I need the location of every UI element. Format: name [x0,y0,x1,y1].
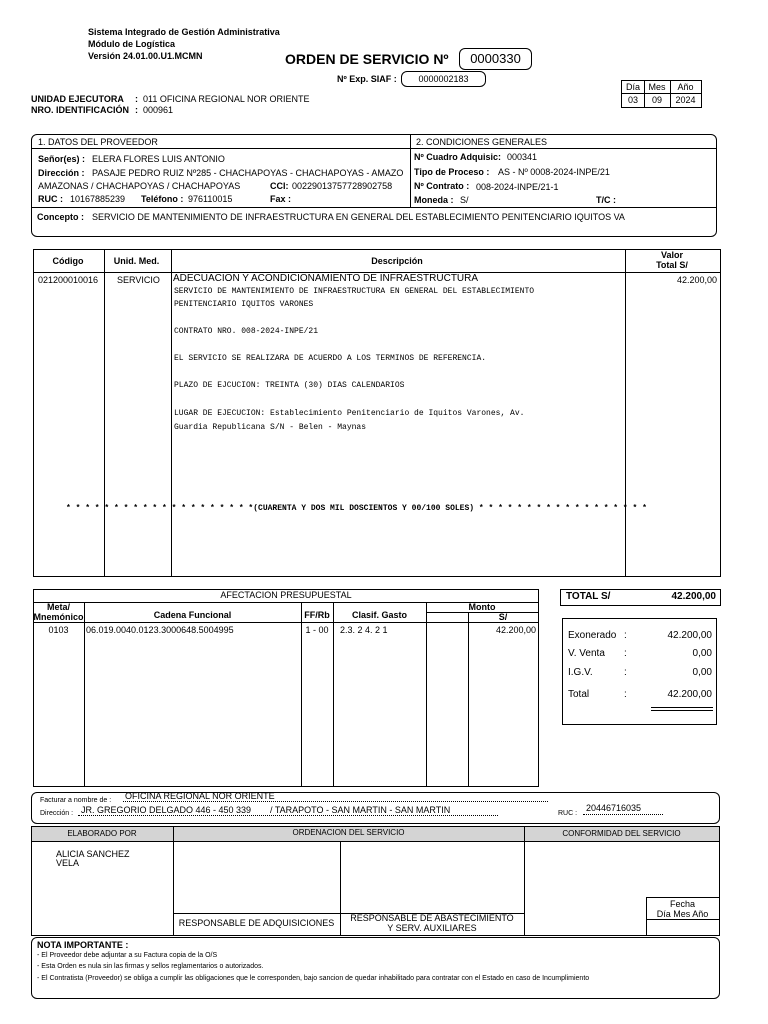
venta-value: 0,00 [692,648,712,659]
phone-value: 976110015 [188,194,233,204]
note-item: - El Contratista (Proveedor) se obliga a cumplir las obligaciones que le corresponden, bajo sancion de quedar inhabilitado para contratar con el Estado en caso de Incumplimiento [37,975,590,982]
note-item: - El Proveedor debe adjuntar a su Factura copia de la O/S [37,952,218,959]
billing-ruc-label: RUC : [558,810,578,817]
id-value: 000961 [143,105,174,115]
date-month: 09 [651,95,662,105]
page-title: ORDEN DE SERVICIO Nº [285,51,449,67]
contrato-value: 008-2024-INPE/21-1 [476,182,559,192]
item-unit: SERVICIO [117,275,160,285]
tc-label: T/C : [596,195,616,205]
proceso-value: AS - Nº 0008-2024-INPE/21 [498,167,610,177]
cuadro-value: 000341 [507,152,538,162]
moneda-label: Moneda : [414,195,454,205]
moneda-value: S/ [460,195,469,205]
col-value-header-2: Total S/ [656,260,688,270]
exonerado-value: 42.200,00 [667,630,712,641]
item-desc-line: PLAZO DE EJCUCION: TREINTA (30) DIAS CALENDARIOS [174,381,405,390]
clasif-header: Clasif. Gasto [351,610,407,620]
total-value: 42.200,00 [671,591,716,602]
unit-label: UNIDAD EJECUTORA [31,94,124,104]
billing-address-city: / TARAPOTO - SAN MARTIN - SAN MARTIN [270,805,451,815]
sum-value: 42.200,00 [667,689,712,700]
notes-title: NOTA IMPORTANTE : [37,940,129,950]
item-desc-line: LUGAR DE EJECUCION: Establecimiento Penitenciario de Iquitos Varones, Av. [174,409,525,418]
order-number: 0000330 [459,48,532,70]
day-label: Día [625,82,640,92]
year-label: Año [677,82,694,92]
resp-adquisiciones: RESPONSABLE DE ADQUISICIONES [178,918,335,928]
provider-name: ELERA FLORES LUIS ANTONIO [92,154,225,164]
budget-monto: 42.200,00 [495,625,536,635]
total-label: TOTAL S/ [566,591,611,602]
billing-ruc: 20446716035 [586,803,642,813]
proceso-label: Tipo de Proceso : [414,167,490,177]
mnemonic-header: Mnemónico [33,612,84,622]
provider-address-cont: AMAZONAS / CHACHAPOYAS / CHACHAPOYAS [38,181,241,191]
elaborado-name-2: VELA [56,858,80,868]
col-unit-header: Unid. Med. [113,256,160,266]
budget-title: AFECTACION PRESUPUESTAL [220,590,352,600]
budget-meta: 0103 [48,625,69,635]
cci-label: CCI: [270,181,289,191]
ruc-value: 10167885239 [70,194,126,204]
billing-address-label: Dirección : [40,810,74,817]
note-item: - Esta Orden es nula sin las firmas y sellos reglamentarios o autorizados. [37,963,264,970]
system-name: Sistema Integrado de Gestión Administrativa [88,27,280,37]
provider-address-label: Dirección : [38,168,85,178]
meta-header: Meta/ [46,602,70,612]
amount-in-words: * * * * * * * * * * * * * * * * * * * *(CUARENTA Y DOS MIL DOSCIENTOS Y 00/100 SOLES) * * * * * * * * * * * * * * * * * * [66,504,647,513]
item-desc-line: CONTRATO NRO. 008-2024-INPE/21 [174,327,319,336]
monto-header: Monto [468,602,496,612]
ffrb-header: FF/Rb [304,610,330,620]
item-desc-title: ADECUACION Y ACONDICIONAMIENTO DE INFRAESTRUCTURA [173,273,479,284]
contrato-label: Nº Contrato : [414,181,470,191]
conformidad-header: CONFORMIDAD DEL SERVICIO [562,829,681,838]
fecha-cols: Día Mes Año [656,909,709,919]
ruc-label: RUC : [38,194,63,204]
igv-label: I.G.V. [568,667,593,678]
igv-value: 0,00 [692,667,712,678]
system-version: Versión 24.01.00.U1.MCMN [88,51,203,61]
item-desc-line: SERVICIO DE MANTENIMIENTO DE INFRAESTRUCTURA EN GENERAL DEL ESTABLECIMIENTO [174,287,535,296]
col-value-header: Valor [660,250,683,260]
item-code: 021200010016 [38,275,99,285]
venta-label: V. Venta [568,648,605,659]
item-desc-line: EL SERVICIO SE REALIZARA DE ACUERDO A LOS TERMINOS DE REFERENCIA. [174,354,487,363]
item-desc-line: PENITENCIARIO IQUITOS VARONES [174,300,314,309]
budget-cadena: 06.019.0040.0123.3000648.5004995 [86,625,234,635]
budget-ffrb: 1 - 00 [305,625,329,635]
conditions-section-title: 2. CONDICIONES GENERALES [416,137,548,147]
elaborado-name: ALICIA SANCHEZ [56,849,130,859]
col-code-header: Código [52,256,84,266]
module-name: Módulo de Logística [88,39,175,49]
cuadro-label: Nº Cuadro Adquisic: [414,152,501,162]
cci-value: 00229013757728902758 [292,181,393,191]
id-label: NRO. IDENTIFICACIÓN [31,105,129,115]
item-value: 42.200,00 [676,275,717,285]
resp-abastecimiento-2: Y SERV. AUXILIARES [387,923,477,933]
concept-label: Concepto : [37,212,84,222]
cadena-header: Cadena Funcional [153,610,232,620]
month-label: Mes [648,82,666,92]
sum-label: Total [568,689,590,700]
date-box [621,80,702,108]
phone-label: Teléfono : [141,194,184,204]
siaf-label: Nº Exp. SIAF : [337,74,397,84]
bill-to-label: Facturar a nombre de : [40,797,112,804]
elaborado-header: ELABORADO POR [67,829,137,838]
billing-address: JR. GREGORIO DELGADO 446 - 450 339 [81,805,252,815]
provider-name-label: Señor(es) : [38,154,86,164]
date-day: 03 [627,95,638,105]
ordenacion-header: ORDENACION DEL SERVICIO [292,828,405,837]
provider-section-title: 1. DATOS DEL PROVEEDOR [38,137,158,147]
col-desc-header: Descripción [371,256,423,266]
provider-address: PASAJE PEDRO RUIZ Nº285 - CHACHAPOYAS - CHACHAPOYAS - AMAZO [92,168,404,178]
exonerado-label: Exonerado [568,630,617,641]
concept-value: SERVICIO DE MANTENIMIENTO DE INFRAESTRUCTURA EN GENERAL DEL ESTABLECIMIENTO PENITENCIARIO IQUITOS VA [92,212,625,222]
unit-value: 011 OFICINA REGIONAL NOR ORIENTE [143,94,310,104]
item-desc-line: Guardia Republicana S/N - Belen - Maynas [174,423,367,432]
budget-clasif: 2.3. 2 4. 2 1 [340,625,388,635]
soles-header: S/ [498,612,508,622]
fax-label: Fax : [270,194,292,204]
bill-to-value: OFICINA REGIONAL NOR ORIENTE [125,791,275,801]
date-year: 2024 [675,95,696,105]
fecha-label: Fecha [669,899,695,909]
siaf-number: 0000002183 [401,71,486,87]
resp-abastecimiento: RESPONSABLE DE ABASTECIMIENTO [350,913,514,923]
